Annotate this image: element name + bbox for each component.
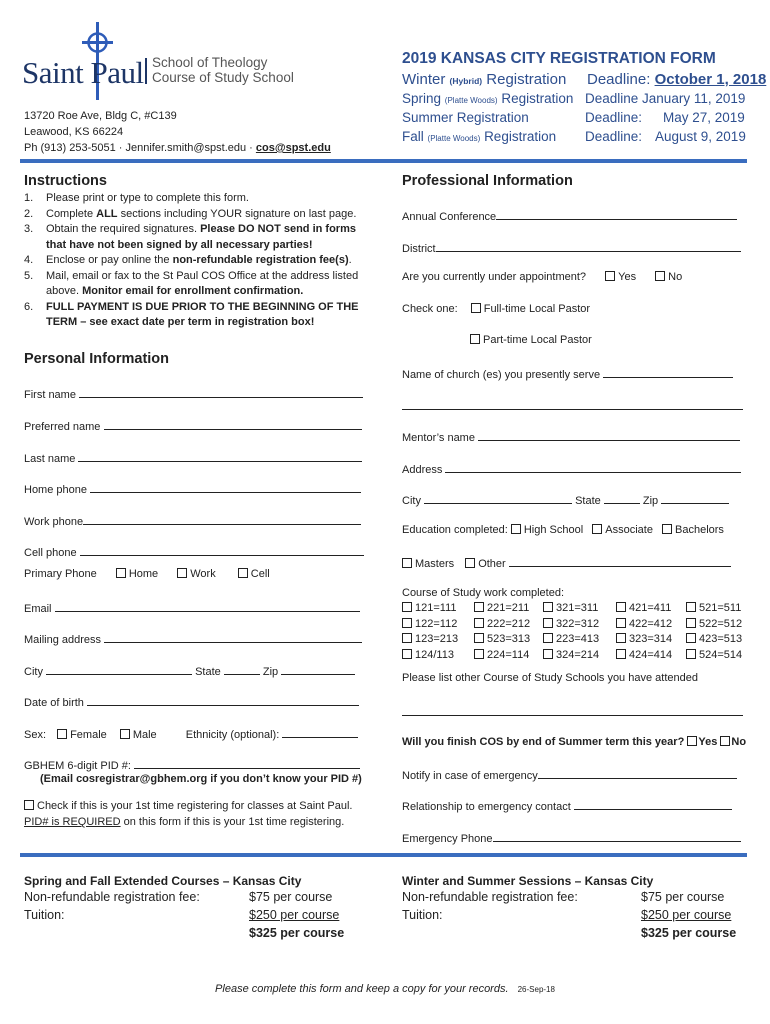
- female-checkbox[interactable]: Female: [57, 729, 107, 741]
- finish-yes-checkbox[interactable]: Yes: [687, 736, 717, 748]
- checkbox-icon: [686, 602, 696, 612]
- full-time-checkbox[interactable]: Full-time Local Pastor: [471, 303, 590, 315]
- checkbox-icon: [402, 602, 412, 612]
- masters-checkbox[interactable]: Masters: [402, 558, 454, 570]
- cos-course-checkbox[interactable]: 124/113: [402, 649, 454, 661]
- pid-required-note: PID# is REQUIRED on this form if this is your 1st time registering.: [24, 816, 345, 828]
- instructions-list: [24, 191, 369, 331]
- instruction-item: 2. Complete ALL sections including YOUR signature on last page.: [24, 207, 357, 220]
- summer-row: Summer Registration Deadline: May 27, 2019: [402, 110, 745, 125]
- cos-course-checkbox[interactable]: 222=212: [474, 618, 530, 630]
- part-time-checkbox[interactable]: Part-time Local Pastor: [470, 334, 592, 346]
- logo-name: Saint Paul: [22, 55, 144, 90]
- cos-course-checkbox[interactable]: 123=213: [402, 633, 458, 645]
- checkbox-icon: [402, 618, 412, 628]
- instruction-item: 3. Obtain the required signatures. Please DO NOT send in forms that have not been signed by all necessary parties!: [24, 223, 356, 251]
- gbhem-note: (Email cosregistrar@gbhem.org if you don’t know your PID #): [40, 773, 362, 785]
- first-name-field[interactable]: First name: [24, 386, 363, 401]
- pastor-type-field: Check one: Full-time Local Pastor: [402, 303, 591, 315]
- instruction-item: 4. Enclose or pay online the non-refundable registration fee(s).: [24, 254, 352, 266]
- cos-course-checkbox[interactable]: 421=411: [616, 602, 671, 614]
- other-input[interactable]: [509, 555, 731, 567]
- cell-phone-field[interactable]: Cell phone: [24, 544, 364, 559]
- dob-field[interactable]: Date of birth: [24, 694, 359, 709]
- appointment-field: Are you currently under appointment? Yes No: [402, 271, 683, 283]
- cos-course-checkbox[interactable]: 121=111: [402, 602, 457, 614]
- mentor-address-field[interactable]: Address: [402, 461, 741, 476]
- cos-course-checkbox[interactable]: 521=511: [686, 602, 741, 614]
- mentor-city-state-zip-field[interactable]: City State Zip: [402, 492, 729, 507]
- high-school-checkbox[interactable]: High School: [511, 524, 583, 536]
- relationship-field[interactable]: Relationship to emergency contact: [402, 798, 732, 813]
- cos-course-checkbox[interactable]: 322=312: [543, 618, 599, 630]
- cos-course-checkbox[interactable]: 422=412: [616, 618, 672, 630]
- checkbox-icon: [543, 633, 553, 643]
- finish-cos-field: Will you finish COS by end of Summer term this year? Yes No: [402, 736, 747, 748]
- appointment-yes-checkbox[interactable]: Yes: [605, 271, 636, 283]
- primary-home-checkbox[interactable]: Home: [116, 568, 158, 580]
- cos-course-checkbox[interactable]: 221=211: [474, 602, 529, 614]
- emergency-phone-field[interactable]: Emergency Phone: [402, 830, 741, 845]
- checkbox-icon: [543, 618, 553, 628]
- fees-right: Winter and Summer Sessions – Kansas City Non-refundable registration fee: $75 per course Tuition: $250 per course $325 per course: [402, 874, 737, 940]
- top-divider: [20, 159, 747, 163]
- spring-row: Spring (Platte Woods) Registration Deadline January 11, 2019: [402, 91, 746, 106]
- instruction-item: 6. FULL PAYMENT IS DUE PRIOR TO THE BEGINNING OF THE TERM – see exact date per term in registration box!: [24, 300, 359, 328]
- checkbox-icon: [616, 649, 626, 659]
- first-time-checkbox[interactable]: Check if this is your 1st time registering for classes at Saint Paul.: [24, 800, 352, 812]
- primary-phone-field: Primary Phone Home Work Cell: [24, 568, 270, 580]
- logo: [22, 22, 302, 102]
- other-schools-field[interactable]: [402, 704, 743, 719]
- checkbox-icon: [616, 602, 626, 612]
- work-phone-field[interactable]: Work phone: [24, 513, 361, 528]
- checkbox-icon: [474, 633, 484, 643]
- personal-title: Personal Information: [24, 351, 170, 367]
- associate-checkbox[interactable]: Associate: [592, 524, 653, 536]
- preferred-name-field[interactable]: Preferred name: [24, 418, 362, 433]
- cos-completed-label: Course of Study work completed:: [402, 587, 565, 599]
- checkbox-icon: [616, 633, 626, 643]
- office-address: 13720 Roe Ave, Bldg C, #C139 Leawood, KS 66224 Ph (913) 253-5051 · Jennifer.smith@spst.edu · cos@spst.edu: [24, 110, 331, 154]
- mailing-address-field[interactable]: Mailing address: [24, 631, 362, 646]
- registration-box: [402, 50, 767, 148]
- church-field[interactable]: Name of church (es) you presently serve: [402, 366, 733, 381]
- cos-course-checkbox[interactable]: 224=114: [474, 649, 529, 661]
- mentor-field[interactable]: Mentor’s name: [402, 429, 740, 444]
- finish-no-checkbox[interactable]: No: [720, 736, 746, 748]
- church-field-2[interactable]: [402, 398, 743, 413]
- checkbox-icon: [686, 649, 696, 659]
- footer: Please complete this form and keep a copy for your records. 26-Sep-18: [215, 983, 555, 995]
- cos-email-link[interactable]: cos@spst.edu: [255, 142, 331, 154]
- bachelors-checkbox[interactable]: Bachelors: [662, 524, 724, 536]
- annual-conference-field[interactable]: Annual Conference: [402, 208, 737, 223]
- logo-line1: School of Theology: [152, 55, 268, 70]
- cos-course-checkbox[interactable]: 424=414: [616, 649, 672, 661]
- fees-left: Spring and Fall Extended Courses – Kansas City Non-refundable registration fee: $75 per course Tuition: $250 per course $325 per course: [24, 874, 345, 940]
- checkbox-icon: [686, 618, 696, 628]
- sex-ethnicity-field: Sex: Female Male Ethnicity (optional):: [24, 726, 358, 741]
- checkbox-icon: [402, 649, 412, 659]
- checkbox-icon: [474, 618, 484, 628]
- last-name-field[interactable]: Last name: [24, 450, 362, 465]
- city-state-zip-field[interactable]: City State Zip: [24, 663, 355, 678]
- district-field[interactable]: District: [402, 240, 741, 255]
- cos-course-checkbox[interactable]: 324=214: [543, 649, 599, 661]
- appointment-no-checkbox[interactable]: No: [655, 271, 682, 283]
- cos-course-checkbox[interactable]: 524=514: [686, 649, 742, 661]
- professional-title: Professional Information: [402, 173, 573, 189]
- checkbox-icon: [402, 633, 412, 643]
- checkbox-icon: [616, 618, 626, 628]
- form-title: 2019 KANSAS CITY REGISTRATION FORM: [402, 50, 716, 67]
- cos-course-checkbox[interactable]: 223=413: [543, 633, 599, 645]
- checkbox-icon: [543, 602, 553, 612]
- email-field[interactable]: Email: [24, 600, 360, 615]
- education-field: Education completed: High School Associate Bachelors: [402, 524, 724, 536]
- fall-row: Fall (Platte Woods) Registration Deadline: August 9, 2019: [402, 129, 746, 144]
- instruction-item: 1. Please print or type to complete this form.: [24, 192, 249, 204]
- ethnicity-input[interactable]: [282, 726, 358, 738]
- emergency-notify-field[interactable]: Notify in case of emergency: [402, 767, 737, 782]
- cos-course-checkbox[interactable]: 522=512: [686, 618, 742, 630]
- primary-work-checkbox[interactable]: Work: [177, 568, 215, 580]
- checkbox-icon: [474, 649, 484, 659]
- cos-course-checkbox[interactable]: 523=313: [474, 633, 530, 645]
- cos-course-checkbox[interactable]: 122=112: [402, 618, 457, 630]
- other-checkbox[interactable]: Other: [465, 558, 506, 570]
- education-field-2: [402, 555, 731, 570]
- winter-row: Winter (Hybrid) Registration Deadline: October 1, 2018: [402, 71, 767, 88]
- checkbox-icon: [474, 602, 484, 612]
- logo-line2: Course of Study School: [152, 70, 294, 85]
- primary-cell-checkbox[interactable]: Cell: [238, 568, 270, 580]
- bottom-divider: [20, 853, 747, 857]
- gbhem-pid-field[interactable]: GBHEM 6-digit PID #:: [24, 757, 360, 772]
- cos-course-checkbox[interactable]: 321=311: [543, 602, 598, 614]
- cos-course-checkbox[interactable]: 323=314: [616, 633, 672, 645]
- checkbox-icon: [543, 649, 553, 659]
- checkbox-icon: [686, 633, 696, 643]
- instruction-item: 5. Mail, email or fax to the St Paul COS Office at the address listed above. Monitor email for enrollment confirmation.: [24, 269, 359, 297]
- male-checkbox[interactable]: Male: [120, 729, 157, 741]
- other-schools-label: Please list other Course of Study Schools you have attended: [402, 672, 698, 684]
- cos-course-checkbox[interactable]: 423=513: [686, 633, 742, 645]
- home-phone-field[interactable]: Home phone: [24, 481, 361, 496]
- instructions-title: Instructions: [24, 173, 107, 189]
